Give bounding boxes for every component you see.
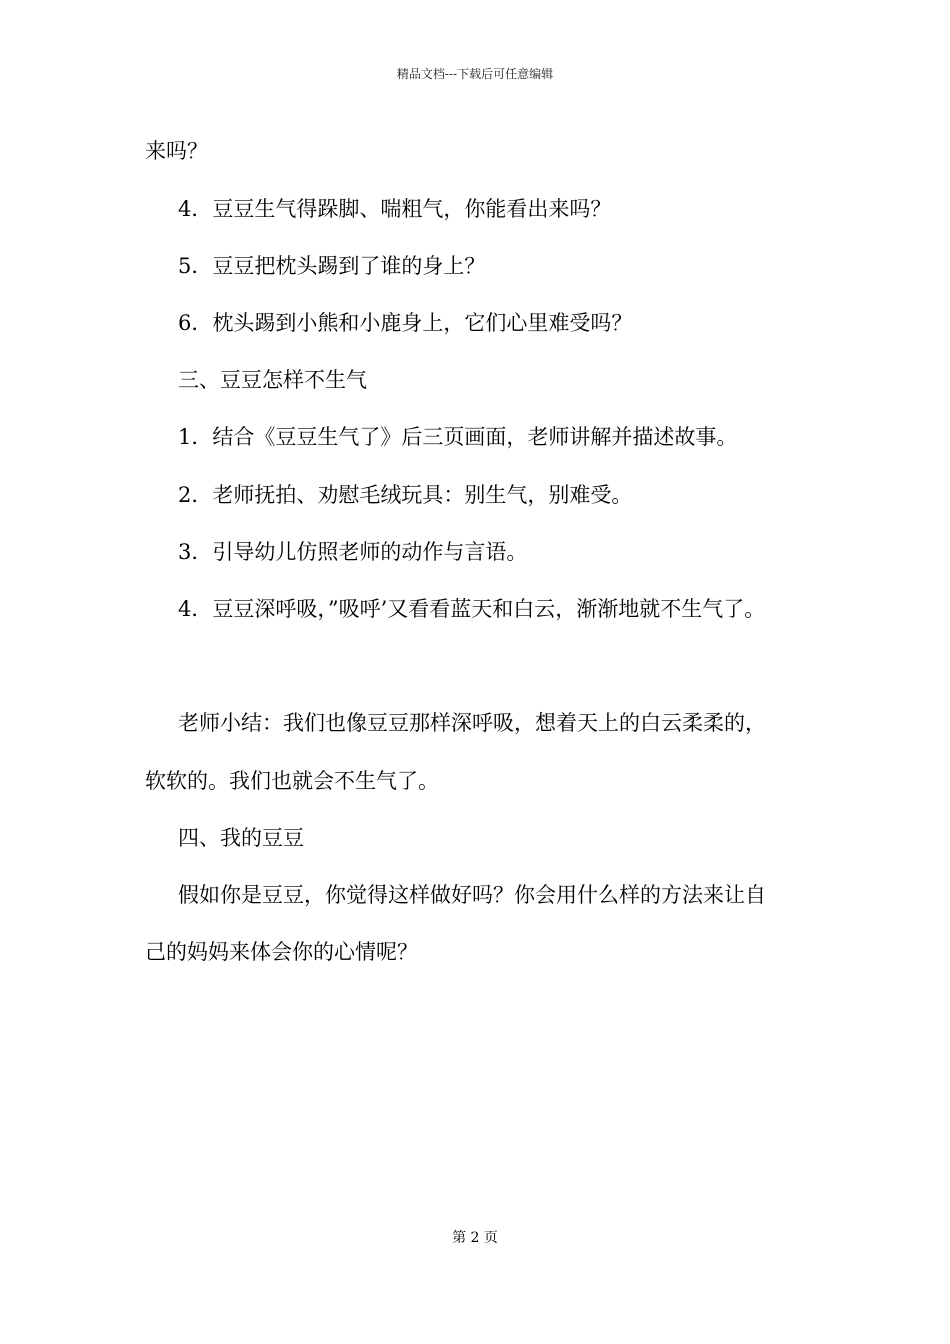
list-item-4b: 4．豆豆深呼吸，”吸呼’又看看蓝天和白云，渐渐地就不生气了。 — [178, 597, 766, 621]
section-heading-4: 四、我的豆豆 — [178, 826, 304, 850]
list-item-4: 4．豆豆生气得跺脚、喘粗气，你能看出来吗？ — [178, 197, 612, 221]
list-item-6: 6．枕头踢到小熊和小鹿身上，它们心里难受吗？ — [178, 311, 633, 335]
section-heading-3: 三、豆豆怎样不生气 — [178, 368, 367, 392]
text-line-continuation: 来吗？ — [145, 139, 208, 163]
page-header: 精品文档---下载后可任意编辑 — [396, 67, 554, 81]
question-paragraph-line-2: 己的妈妈来体会你的心情呢？ — [145, 940, 418, 964]
list-item-5: 5．豆豆把枕头踢到了谁的身上？ — [178, 254, 486, 278]
list-item-3: 3．引导幼儿仿照老师的动作与言语。 — [178, 540, 528, 564]
question-paragraph-line-1: 假如你是豆豆，你觉得这样做好吗？你会用什么样的方法来让自 — [178, 883, 766, 907]
list-item-1: 1．结合《豆豆生气了》后三页画面，老师讲解并描述故事。 — [178, 425, 738, 449]
summary-paragraph-line-2: 软软的。我们也就会不生气了。 — [145, 769, 439, 793]
summary-paragraph-line-1: 老师小结：我们也像豆豆那样深呼吸，想着天上的白云柔柔的， — [178, 711, 766, 735]
list-item-2: 2．老师抚拍、劝慰毛绒玩具：别生气，别难受。 — [178, 483, 633, 507]
page-number: 第 2 页 — [452, 1230, 498, 1246]
